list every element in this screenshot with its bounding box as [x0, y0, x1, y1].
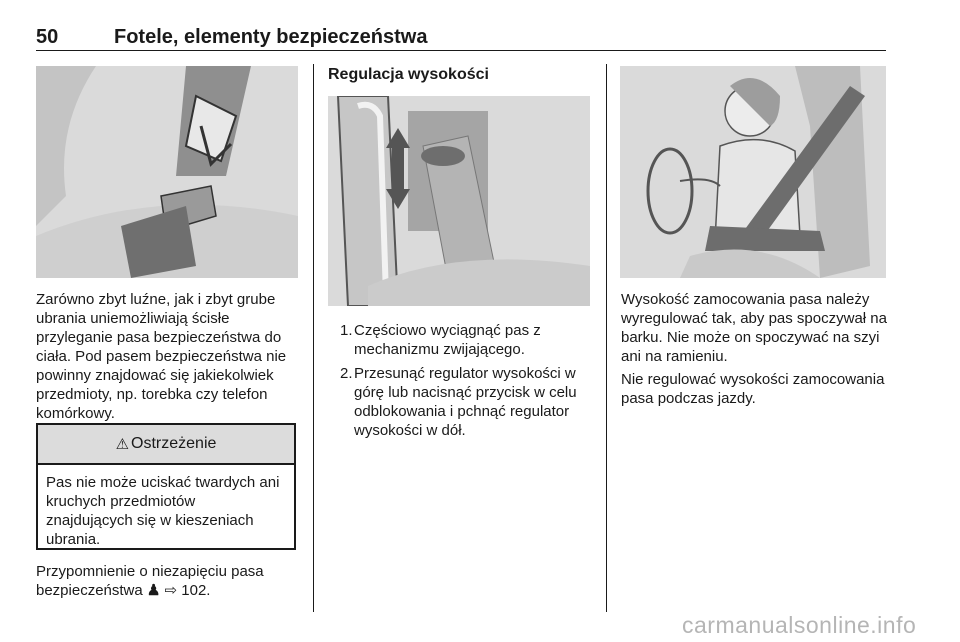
belt-buckle-illustration [36, 66, 298, 278]
header-rule [36, 50, 886, 51]
step-number: 1. [340, 322, 353, 339]
warning-header [38, 425, 294, 465]
column-divider-2 [606, 64, 607, 612]
step-text: Przesunąć regulator wysokości w górę lub nacisnąć przycisk w celu odblokowania i pchnąć regulator wysokości w dół. [354, 365, 577, 439]
list-item [328, 321, 594, 359]
reminder-page-ref: 102. [181, 582, 211, 599]
page-title: Fotele, elementy bezpieczeństwa [114, 26, 428, 48]
height-paragraph-1 [621, 290, 887, 366]
cross-reference-icon: ⇨ [164, 582, 178, 599]
seatbelt-reminder-icon: ♟ [146, 582, 161, 599]
warning-box [36, 423, 296, 550]
section-heading: Regulacja wysokości [328, 66, 489, 83]
clothing-paragraph [36, 290, 302, 423]
driver-seatbelt-illustration [620, 66, 886, 278]
clothing-text: Zarówno zbyt luźne, jak i zbyt grube ubrania uniemożliwiają ścisłe przyleganie pasa bezpieczeństwa do ciała. Pod pasem bezpieczeństwa nie powinny znajdować się jakiekolwiek przedmioty, np. torebka czy telefon komórkowy. [36, 291, 287, 422]
column-divider-1 [313, 64, 314, 612]
page-number: 50 [36, 26, 59, 48]
step-text: Częściowo wyciągnąć pas z mechanizmu zwijającego. [354, 322, 541, 358]
height-adjuster-illustration [328, 96, 590, 306]
height-text-1: Wysokość zamocowania pasa należy wyregulować tak, aby pas spoczywał na barku. Nie może on spoczywać na szyi ani na ramieniu. [621, 291, 887, 365]
step-number: 2. [340, 365, 353, 382]
watermark: carmanualsonline.info [682, 612, 917, 638]
steps-list [328, 321, 594, 445]
height-text-2: Nie regulować wysokości zamocowania pasa podczas jazdy. [621, 371, 885, 407]
list-item [328, 364, 594, 440]
height-paragraph-2 [621, 370, 887, 408]
reminder-paragraph [36, 562, 302, 600]
warning-title: Ostrzeżenie [131, 435, 217, 452]
reminder-text: Przypomnienie o niezapięciu pasa bezpieczeństwa [36, 563, 264, 599]
warning-triangle-icon: ⚠ [115, 436, 130, 453]
warning-text: Pas nie może uciskać twardych ani kruchych przedmiotów znajdujących się w kieszeniach ubrania. [46, 474, 280, 548]
